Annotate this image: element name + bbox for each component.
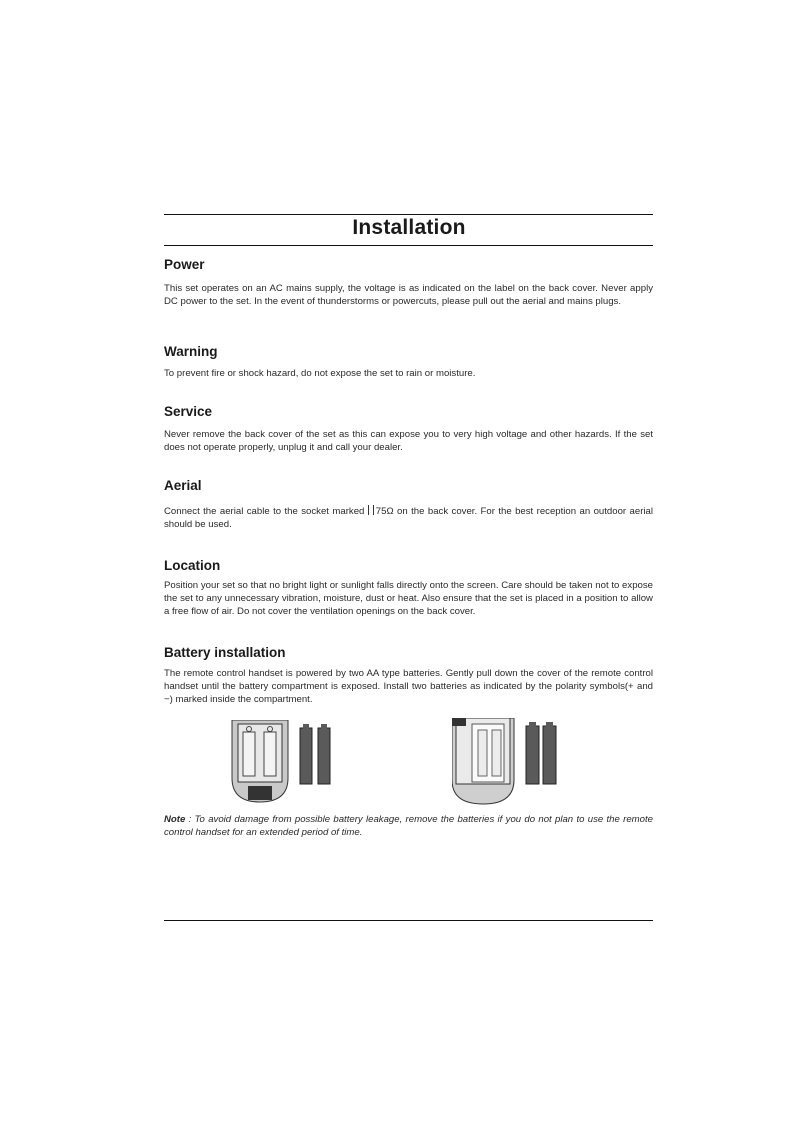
section-text-service: Never remove the back cover of the set as this can expose you to very high voltage and other hazards. If the set does not operate properly, unplug it and call your dealer. <box>164 429 653 453</box>
section-text-warning: To prevent fire or shock hazard, do not expose the set to rain or moisture. <box>164 368 476 379</box>
aerial-socket-icon <box>368 505 374 515</box>
section-heading-aerial: Aerial <box>164 478 202 493</box>
aerial-socket-symbol: 75Ω <box>375 506 394 517</box>
remote-battery-compartment-image <box>230 720 340 810</box>
title-underline <box>164 245 653 246</box>
section-text-location: Position your set so that no bright light or sunlight falls directly onto the screen. Care should be taken not to expose the set to any unnecessary vibration, moisture, dust or heat. Also ensure that the set is placed in a position to allow a free flow of air. Do not cover the ventilation openings on the back cover. <box>164 580 653 617</box>
section-text-power: This set operates on an AC mains supply, the voltage is as indicated on the label on the back cover. Never apply DC power to the set. In the event of thunderstorms or powercuts, please pull out the aerial and mains plugs. <box>164 283 653 307</box>
section-heading-power: Power <box>164 257 205 272</box>
remote-battery-insert-image <box>452 718 562 811</box>
battery-note <box>164 813 653 839</box>
note-label: Note <box>164 814 186 825</box>
page-title: Installation <box>352 216 466 239</box>
bottom-rule <box>164 920 653 921</box>
aerial-text-before: Connect the aerial cable to the socket marked <box>164 506 368 517</box>
section-heading-warning: Warning <box>164 344 218 359</box>
section-heading-battery: Battery installation <box>164 645 286 660</box>
aerial-text-after: on the back cover. For the best reception an outdoor aerial should be used. <box>164 506 653 530</box>
section-text-battery: The remote control handset is powered by two AA type batteries. Gently pull down the cover of the remote control handset until the battery compartment is exposed. Install two batteries as indicated by the polarity symbols(+ and −) marked inside the compartment. <box>164 668 653 705</box>
section-heading-service: Service <box>164 404 213 419</box>
top-rule <box>164 214 653 215</box>
note-text: : To avoid damage from possible battery leakage, remove the batteries if you do not plan to use the remote control handset for an extended period of time. <box>164 814 653 838</box>
section-heading-location: Location <box>164 558 221 573</box>
section-text-aerial <box>164 505 653 531</box>
